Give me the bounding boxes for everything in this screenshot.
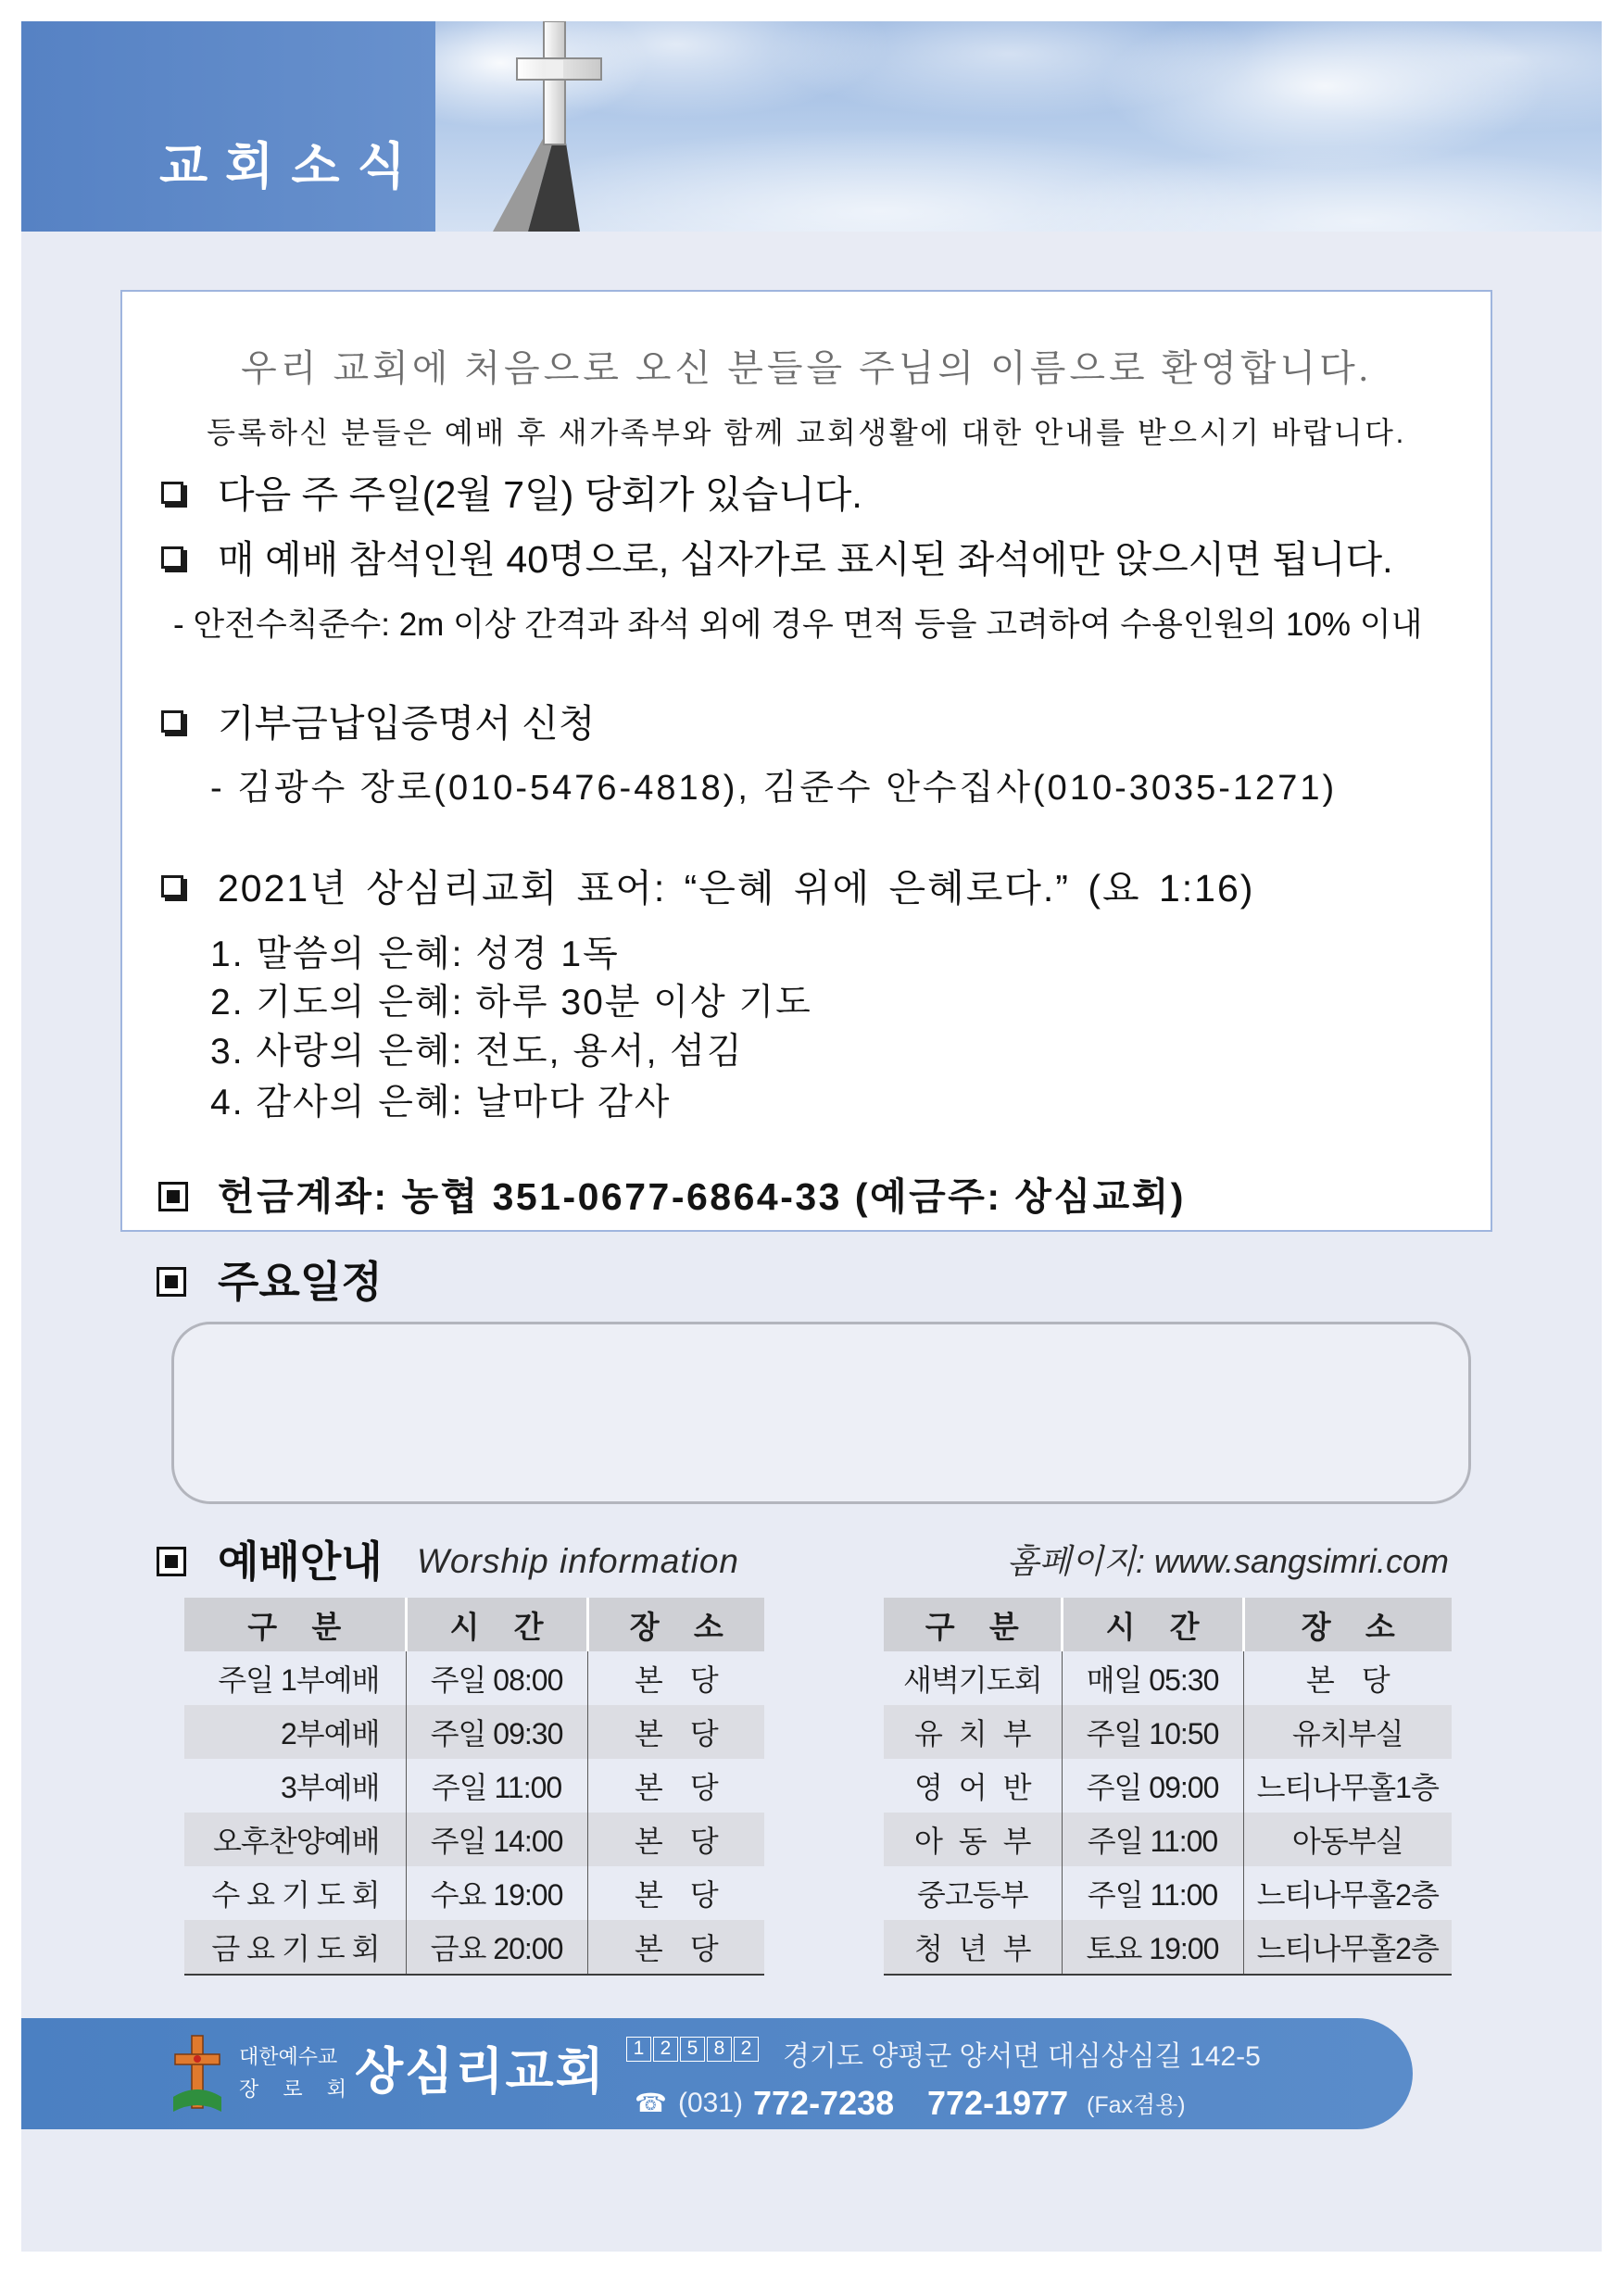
welcome-message: 우리 교회에 처음으로 오신 분들을 주님의 이름으로 환영합니다. — [241, 347, 1372, 389]
church-name: 상심리교회 — [355, 2044, 606, 2100]
denomination-type: 장 로 회 — [239, 2077, 356, 2101]
service-name-cell: 3부예배 — [280, 1771, 380, 1804]
department-name-cell: 영 어 반 — [913, 1771, 1031, 1804]
attendance-notice: 매 예배 참석인원 40명으로, 십자가로 표시된 좌석에만 앉으시면 됩니다. — [218, 538, 1393, 581]
session-meeting-notice: 다음 주 주일(2월 7일) 당회가 있습니다. — [218, 473, 862, 516]
square-in-square-icon — [158, 1182, 188, 1211]
service-place-cell: 느티나무홀1층 — [1243, 1759, 1452, 1813]
table-row — [884, 1651, 1452, 1705]
column-header-time: 시 간 — [1062, 1598, 1243, 1651]
table-row — [884, 1920, 1452, 1975]
department-name-cell: 아 동 부 — [884, 1813, 1062, 1866]
motto-list-item: 3. 사랑의 은혜: 전도, 용서, 섬김 — [210, 1032, 744, 1072]
notice-box — [120, 290, 1492, 1232]
service-time-cell: 매일 05:30 — [1062, 1651, 1243, 1705]
schedule-box — [171, 1322, 1471, 1504]
schedule-section-title: 주요일정 — [218, 1258, 383, 1306]
church-address: 경기도 양평군 양서면 대심상심길 142-5 — [783, 2041, 1261, 2072]
department-name-cell: 새벽기도회 — [902, 1663, 1042, 1697]
postal-code — [626, 2037, 759, 2062]
phone-area-code: (031) — [678, 2088, 744, 2118]
table-row — [884, 1705, 1452, 1759]
cross-steeple-icon — [463, 21, 648, 232]
postal-code-digit: 2 — [734, 2037, 759, 2062]
service-time-cell: 금요 20:00 — [406, 1920, 587, 1975]
table-row — [184, 1759, 764, 1813]
service-time-cell: 주일 10:50 — [1062, 1705, 1243, 1759]
service-time-cell: 주일 09:30 — [406, 1705, 587, 1759]
table-header-row — [884, 1598, 1452, 1651]
postal-code-digit: 5 — [680, 2037, 705, 2062]
table-row — [884, 1866, 1452, 1920]
table-row — [184, 1705, 764, 1759]
column-header-category: 구 분 — [884, 1598, 1062, 1651]
service-time-cell: 주일 08:00 — [406, 1651, 587, 1705]
service-time-cell: 주일 11:00 — [406, 1759, 587, 1813]
service-name-cell: 2부예배 — [184, 1705, 406, 1759]
worship-schedule-table-right — [884, 1598, 1452, 1976]
service-time-cell: 토요 19:00 — [1062, 1920, 1243, 1975]
service-name-cell: 오후찬양예배 — [184, 1813, 406, 1866]
motto-list-item: 4. 감사의 은혜: 날마다 감사 — [210, 1083, 672, 1123]
service-place-cell: 유치부실 — [1243, 1705, 1452, 1759]
phone-number: 772-7238 — [753, 2084, 895, 2122]
homepage-url: 홈페이지: www.sangsimri.com — [1006, 1542, 1449, 1580]
page-title: 교 회 소 식 — [159, 139, 408, 194]
service-place-cell: 느티나무홀2층 — [1243, 1920, 1452, 1975]
donation-receipt-notice: 기부금납입증명서 신청 — [218, 702, 596, 745]
worship-section-title: 예배안내 — [218, 1537, 383, 1586]
denomination-name: 대한예수교 — [239, 2045, 338, 2068]
church-motto: 2021년 상심리교회 표어: “은혜 위에 은혜로다.” (요 1:16) — [218, 867, 1255, 910]
donation-contacts: - 김광수 장로(010-5476-4818), 김준수 안수집사(010-3035-1271) — [210, 769, 1338, 808]
service-place-cell: 아동부실 — [1243, 1813, 1452, 1866]
drop-shadow-square-icon — [161, 546, 183, 569]
phone-fax-number: 772-1977 — [927, 2084, 1069, 2122]
table-row — [184, 1866, 764, 1920]
column-header-time: 시 간 — [406, 1598, 587, 1651]
table-header-row — [184, 1598, 764, 1651]
service-time-cell: 주일 09:00 — [1062, 1759, 1243, 1813]
drop-shadow-square-icon — [161, 482, 183, 504]
column-header-category: 구 분 — [184, 1598, 406, 1651]
table-row — [884, 1759, 1452, 1813]
table-row — [184, 1651, 764, 1705]
service-name-cell: 수 요 기 도 회 — [211, 1878, 380, 1912]
fax-note: (Fax겸용) — [1087, 2092, 1186, 2118]
department-name-cell: 유 치 부 — [884, 1705, 1062, 1759]
offering-account: 헌금계좌: 농협 351-0677-6864-33 (예금주: 상심교회) — [218, 1175, 1186, 1218]
service-time-cell: 주일 11:00 — [1062, 1866, 1243, 1920]
service-place-cell: 본 당 — [587, 1920, 764, 1975]
service-place-cell: 본 당 — [1243, 1651, 1452, 1705]
phone-icon — [635, 2087, 667, 2120]
table-row — [184, 1920, 764, 1975]
postal-code-digit: 1 — [626, 2037, 651, 2062]
worship-schedule-table-left — [184, 1598, 764, 1976]
registration-guide: 등록하신 분들은 예배 후 새가족부와 함께 교회생활에 대한 안내를 받으시기 바랍니다. — [207, 416, 1406, 449]
service-place-cell: 본 당 — [587, 1705, 764, 1759]
department-name-cell: 청 년 부 — [884, 1920, 1062, 1975]
service-place-cell: 본 당 — [587, 1813, 764, 1866]
motto-list-item: 2. 기도의 은혜: 하루 30분 이상 기도 — [210, 983, 812, 1023]
motto-list-item: 1. 말씀의 은혜: 성경 1독 — [210, 935, 620, 974]
safety-rule-note: - 안전수칙준수: 2m 이상 간격과 좌석 외에 경우 면적 등을 고려하여 수용인원의 10% 이내 — [173, 607, 1423, 643]
service-place-cell: 본 당 — [587, 1866, 764, 1920]
postal-code-digit: 8 — [707, 2037, 732, 2062]
drop-shadow-square-icon — [161, 875, 183, 897]
column-header-place: 장 소 — [1243, 1598, 1452, 1651]
table-row — [184, 1813, 764, 1866]
table-row — [884, 1813, 1452, 1866]
service-place-cell: 본 당 — [587, 1651, 764, 1705]
header-title-panel — [21, 21, 435, 232]
cross-logo-icon — [171, 2034, 223, 2119]
service-place-cell: 느티나무홀2층 — [1243, 1866, 1452, 1920]
service-time-cell: 주일 14:00 — [406, 1813, 587, 1866]
service-name-cell: 주일 1부예배 — [218, 1663, 380, 1697]
square-in-square-icon — [157, 1547, 186, 1576]
service-time-cell: 수요 19:00 — [406, 1866, 587, 1920]
column-header-place: 장 소 — [587, 1598, 764, 1651]
postal-code-digit: 2 — [653, 2037, 678, 2062]
drop-shadow-square-icon — [161, 710, 183, 733]
service-name-cell: 금 요 기 도 회 — [184, 1920, 406, 1975]
department-name-cell: 중고등부 — [916, 1878, 1028, 1912]
service-time-cell: 주일 11:00 — [1062, 1813, 1243, 1866]
worship-section-subtitle: Worship information — [417, 1542, 740, 1580]
service-place-cell: 본 당 — [587, 1759, 764, 1813]
square-in-square-icon — [157, 1267, 186, 1297]
